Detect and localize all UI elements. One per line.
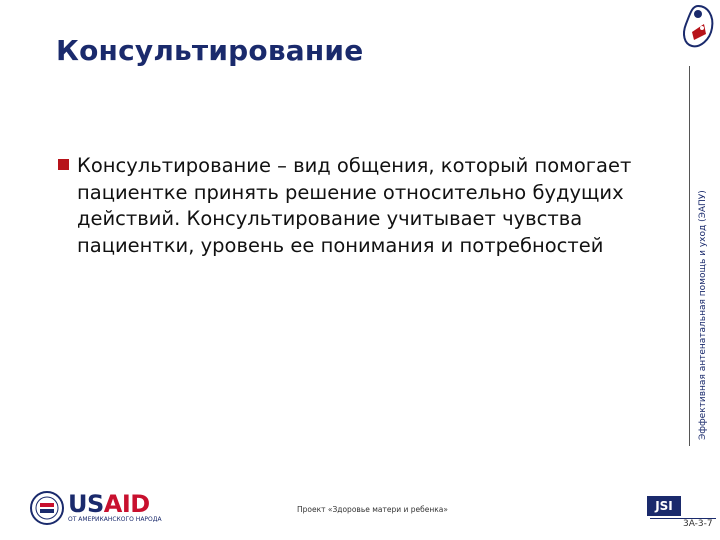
usaid-logo-text <box>68 490 150 518</box>
usaid-subtitle: ОТ АМЕРИКАНСКОГО НАРОДА <box>68 516 162 523</box>
vertical-divider <box>689 66 690 446</box>
slide-title: Консультирование <box>56 34 364 67</box>
page-code: 3A-3-7 <box>683 519 713 529</box>
usaid-brand-us: US <box>68 490 104 518</box>
mother-child-logo-icon <box>676 2 720 52</box>
usaid-brand-aid: AID <box>103 490 150 518</box>
footer-project: Проект «Здоровье матери и ребенка» <box>297 505 448 514</box>
jsi-logo: JSI <box>647 496 681 516</box>
side-caption: Эффективная антенатальная помощь и уход (ЭАПУ) <box>698 190 708 440</box>
usaid-seal-icon <box>30 491 64 525</box>
square-bullet-icon <box>58 159 69 170</box>
bullet-item <box>58 153 658 259</box>
bullet-text: Консультирование – вид общения, который помогает пациентке принять решение относительно будущих действий. Консультирование учитывает чувства пациентки, уровень ее понимания и потребностей <box>77 154 632 257</box>
